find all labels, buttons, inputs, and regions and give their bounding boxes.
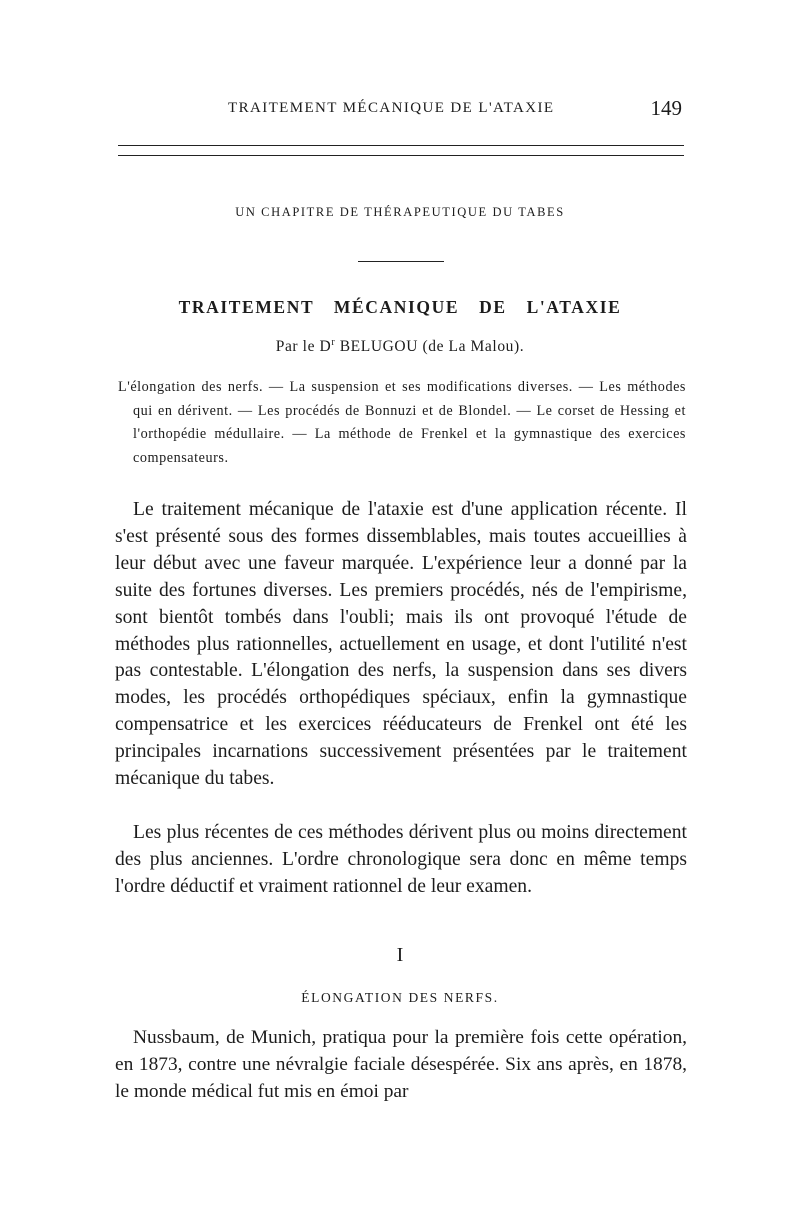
paragraph-text: Le traitement mécanique de l'ataxie est d'une application récente. Il s'est présenté sous des formes dissemblables, mais toutes accueillies à leur début avec une faveur marquée. L'expérience leur a donné par la suite des fortunes diverses. Les premiers procédés, nés de l'empirisme, sont bientôt tombés dans l'oubli; mais ils ont provoqué l'étude de méthodes plus rationnelles, actuellement en usage, et dont l'utilité n'est pas contestable. L'élongation des nerfs, la suspension dans ses divers modes, les procédés orthopédiques spéciaux, enfin la gymnastique compensatrice et les exercices rééducateurs de Frenkel ont été les principales incarnations successivement présentées par le traitement mécanique du tabes. — [115, 499, 687, 790]
running-title: TRAITEMENT MÉCANIQUE DE L'ATAXIE — [228, 100, 555, 116]
author-title-superscript: r — [331, 337, 336, 348]
author-name: BELUGOU (de La Malou). — [335, 338, 525, 356]
series-title: UN CHAPITRE DE THÉRAPEUTIQUE DU TABES — [235, 205, 565, 219]
page-number: 149 — [650, 96, 682, 120]
body-paragraph-1 — [115, 497, 687, 793]
paragraph-text: Nussbaum, de Munich, pratiqua pour la première fois cette opération, en 1873, contre une névralgie faciale désespérée. Six ans après, en 1878, le monde médical fut mis en émoi par — [115, 1027, 687, 1102]
author-prefix: Par le D — [275, 338, 332, 356]
body-paragraph-2 — [115, 820, 687, 901]
section-numeral: I — [396, 944, 404, 966]
running-header — [118, 96, 684, 126]
title-separator-rule — [358, 261, 444, 262]
author-line — [0, 337, 800, 356]
chapter-abstract: L'élongation des nerfs. — La suspension et ses modifications diverses. — Les méthodes qui en dérivent. — Les procédés de Bonnuzi et de Blondel. — Le corset de Hessing et l'orthopédie médullaire. — La méthode de Frenkel et la gymnastique des exercices compensateurs. — [118, 379, 686, 466]
section-paragraph — [115, 1024, 687, 1105]
paragraph-text: Les plus récentes de ces méthodes dérivent plus ou moins directement des plus anciennes. L'ordre chronologique sera donc en même temps l'ordre déductif et vraiment rationnel de leur examen. — [115, 822, 687, 897]
header-double-rule — [118, 145, 684, 156]
section-heading: ÉLONGATION DES NERFS. — [301, 990, 499, 1005]
article-title: TRAITEMENT MÉCANIQUE DE L'ATAXIE — [178, 297, 622, 317]
